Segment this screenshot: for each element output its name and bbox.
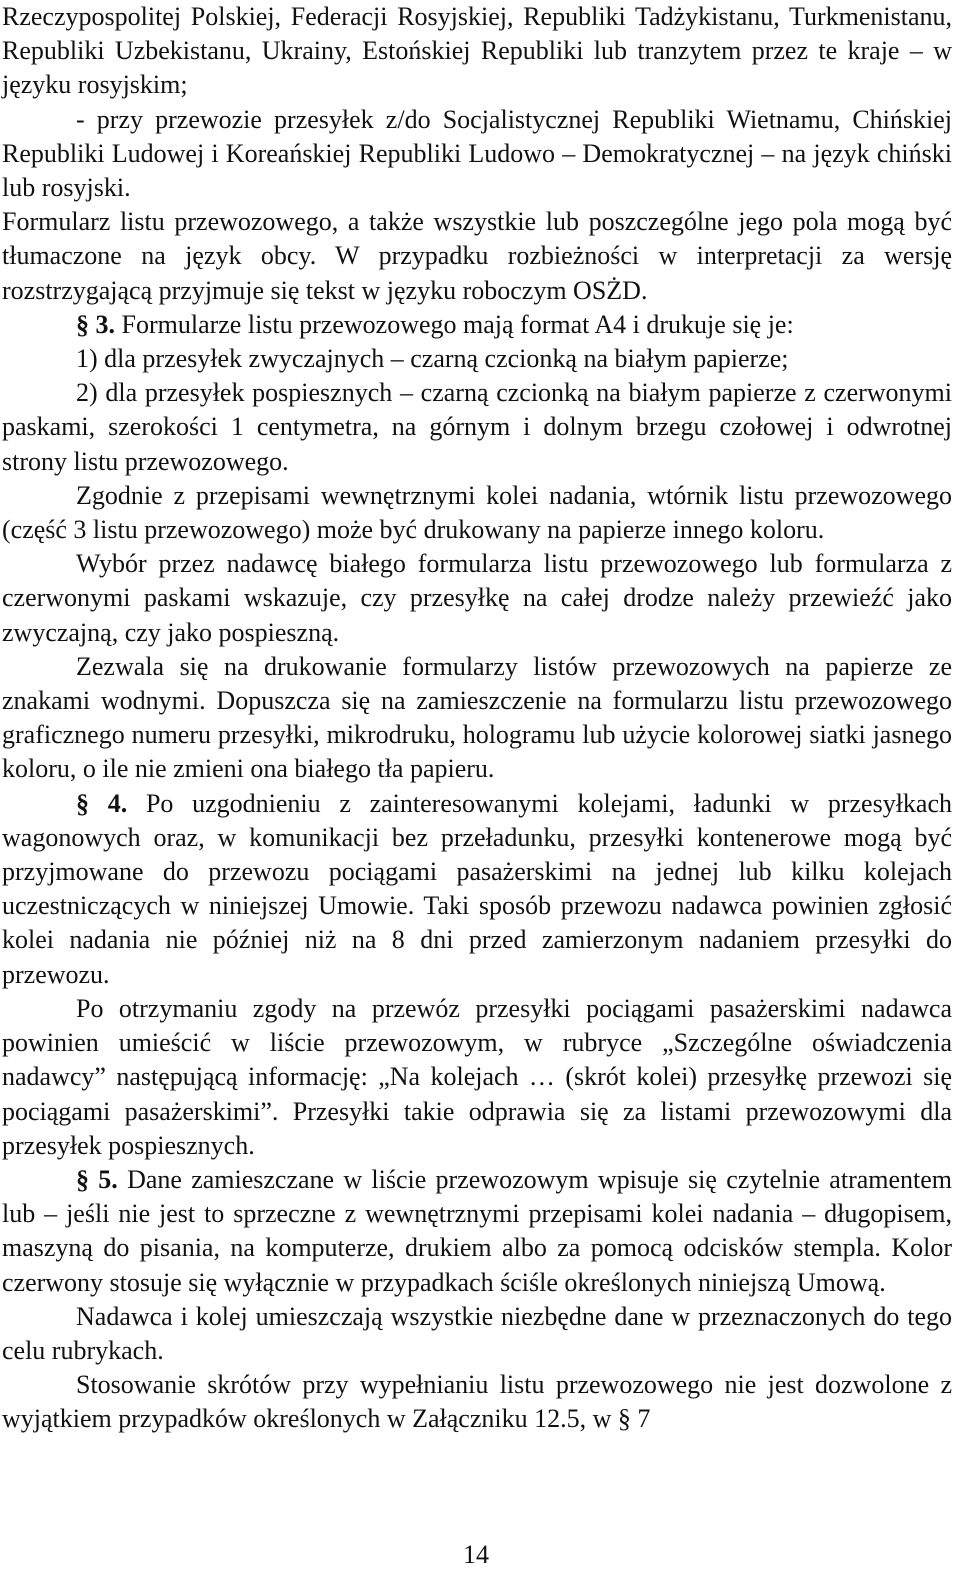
document-page xyxy=(2,0,952,1437)
paragraph-text: Po uzgodnieniu z zainteresowanymi kolejami, ładunki w przesyłkach wagonowych oraz, w komunikacji bez przeładunku, przesyłki kontenerowe mogą być przyjmowane do przewozu pociągami pasażerskimi na jednej lub kilku kolejach uczestniczących w niniejszej Umowie. Taki sposób przewozu nadawca powinien zgłosić kolei nadania nie później niż na 8 dni przed zamierzonym nadaniem przesyłki do przewozu. xyxy=(2,788,953,989)
paragraph-watermarks: Zezwala się na drukowanie formularzy listów przewozowych na papierze ze znakami wodnymi. Dopuszcza się na zamieszczenie na formularzu listu przewozowego graficznego numeru przesyłki, mikrodruku, hologramu lub użycie kolorowej siatki jasnego koloru, o ile nie zmieni ona białego tła papieru. xyxy=(2,651,952,784)
paragraph-rubrics: Nadawca i kolej umieszczają wszystkie niezbędne dane w przeznaczonych do tego celu rubrykach. xyxy=(2,1301,952,1365)
section-number: § 3. xyxy=(76,309,115,339)
paragraph-languages-russian: Rzeczypospolitej Polskiej, Federacji Rosyjskiej, Republiki Tadżykistanu, Turkmenistanu, Republiki Uzbekistanu, Ukrainy, Estońskiej Republiki lub tranzytem przez te kraje – w języku rosyjskim; xyxy=(2,2,952,100)
paragraph-passenger-trains: Po otrzymaniu zgody na przewóz przesyłki pociągami pasażerskimi nadawca powinien umieścić w liście przewozowym, w rubryce „Szczególne oświadczenia nadawcy” następującą informację: „Na kolejach … (skrót kolei) przesyłkę przewozi się pociągami pasażerskimi”. Przesyłki takie odprawia się za listami przewozowymi dla przesyłek pospiesznych. xyxy=(2,993,952,1160)
paragraph-section-4 xyxy=(2,787,952,992)
paragraph-text: Formularze listu przewozowego mają format A4 i drukuje się je: xyxy=(121,309,794,339)
paragraph-section-3 xyxy=(2,308,952,342)
paragraph-languages-chinese: - przy przewozie przesyłek z/do Socjalistycznej Republiki Wietnamu, Chińskiej Republiki Ludowej i Koreańskiej Republiki Ludowo – Demokratycznej – na język chiński lub rosyjski. xyxy=(2,104,952,203)
page-number: 14 xyxy=(463,1540,489,1569)
paragraph-ordinary-consignments: 1) dla przesyłek zwyczajnych – czarną czcionką na białym papierze; xyxy=(76,344,789,374)
section-number: § 4. xyxy=(76,788,128,818)
paragraph-express-consignments: 2) dla przesyłek pospiesznych – czarną czcionką na białym papierze z czerwonymi paskami, szerokości 1 centymetra, na górnym i dolnym brzegu czołowej i odwrotnej strony listu przewozowego. xyxy=(2,378,952,476)
paragraph-abbreviations: Stosowanie skrótów przy wypełnianiu listu przewozowego nie jest dozwolone z wyjątkiem przypadków określonych w Załączniku 12.5, w § 7 xyxy=(2,1370,952,1434)
paragraph-section-5 xyxy=(2,1163,952,1300)
section-number: § 5. xyxy=(76,1164,118,1194)
paragraph-translation: Formularz listu przewozowego, a także wszystkie lub poszczególne jego pola mogą być tłumaczone na język obcy. W przypadku rozbieżności w interpretacji za wersję rozstrzygającą przyjmuje się tekst w języku roboczym OSŻD. xyxy=(2,207,952,305)
paragraph-text: Dane zamieszczane w liście przewozowym wpisuje się czytelnie atramentem lub – jeśli nie jest to sprzeczne z wewnętrznymi przepisami kolei nadania – długopisem, maszyną do pisania, na komputerze, drukiem albo za pomocą odcisków stempla. Kolor czerwony stosuje się wyłącznie w przypadkach ściśle określonych niniejszą Umową. xyxy=(2,1164,953,1297)
paragraph-duplicate-colour: Zgodnie z przepisami wewnętrznymi kolei nadania, wtórnik listu przewozowego (część 3 listu przewozowego) może być drukowany na papierze innego koloru. xyxy=(2,480,952,545)
paragraph-form-choice: Wybór przez nadawcę białego formularza listu przewozowego lub formularza z czerwonymi paskami wskazuje, czy przesyłkę na całej drodze należy przewieźć jako zwyczajną, czy jako pospieszną. xyxy=(2,549,952,647)
